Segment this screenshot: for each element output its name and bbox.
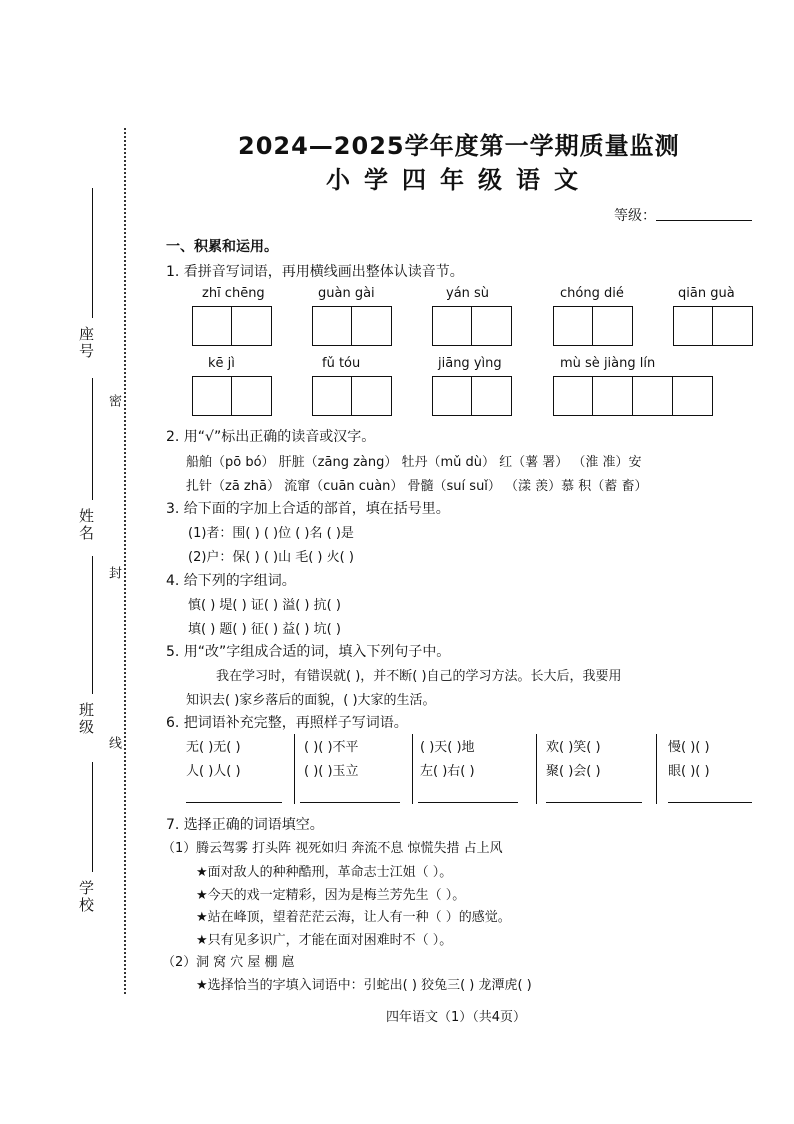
q6-divider-2: [412, 734, 413, 804]
seal-feng: 封: [106, 566, 121, 581]
q3-line-1: (1)者：围( ) ( )位 ( )名 ( )是: [188, 526, 354, 541]
answer-box-7[interactable]: [312, 376, 392, 416]
name-line: [92, 378, 93, 500]
q7-part1-label: （1）: [162, 841, 197, 856]
q6-divider-3: [536, 734, 537, 804]
seat-line: [92, 188, 93, 318]
q1-prompt: 1. 看拼音写词语，再用横线画出整体认读音节。: [166, 264, 464, 280]
q2-line-2: 扎针（zā zhā） 流窜（cuān cuàn） 骨髓（suí suǐ） （漾 羡）慕 积（蓄 畜）: [186, 479, 648, 494]
q7-sentence-2: ★今天的戏一定精彩，因为是梅兰芳先生（ ）。: [196, 888, 466, 903]
q5-line-1: 我在学习时，有错误就( )，并不断( )自己的学习方法。长大后，我要用: [216, 669, 622, 684]
q6-col1-b: 人( )人( ): [186, 764, 241, 779]
pinyin-4: chóng dié: [560, 286, 624, 301]
q5-line-2: 知识去( )家乡落后的面貌，( )大家的生活。: [186, 693, 436, 708]
grade-label: 等级：: [614, 208, 656, 224]
q6-col5-b: 眼( )( ): [668, 764, 710, 779]
school-line: [92, 762, 93, 872]
q6-col4-blank[interactable]: [546, 802, 642, 803]
page-title: 2024—2025学年度第一学期质量监测: [238, 132, 680, 160]
q7-prompt: 7. 选择正确的词语填空。: [166, 817, 324, 833]
pinyin-2: guàn gài: [318, 286, 375, 301]
q4-line-1: 慎( ) 堤( ) 证( ) 溢( ) 抗( ): [188, 598, 341, 613]
name-label: 姓名: [77, 508, 95, 542]
page-footer: 四年语文（1）（共4页）: [386, 1010, 527, 1025]
answer-box-1[interactable]: [192, 306, 272, 346]
q3-line-2: (2)户：保( ) ( )山 毛( ) 火( ): [188, 550, 354, 565]
q6-col1-blank[interactable]: [186, 802, 282, 803]
pinyin-1: zhī chēng: [202, 286, 265, 301]
q4-prompt: 4. 给下列的字组词。: [166, 573, 296, 589]
pinyin-9: mù sè jiàng lín: [560, 356, 656, 371]
binding-line: [124, 128, 126, 994]
class-label: 班级: [77, 702, 95, 736]
grade-blank[interactable]: [656, 220, 752, 221]
q6-divider-1: [294, 734, 295, 804]
answer-box-5[interactable]: [673, 306, 753, 346]
pinyin-6: kē jì: [208, 356, 235, 371]
q7-sentence-3: ★站在峰顶，望着茫茫云海，让人有一种（ ）的感觉。: [196, 910, 511, 925]
section-title: 一、积累和运用。: [166, 239, 278, 255]
seat-label: 座号: [77, 326, 95, 360]
answer-box-9[interactable]: [553, 376, 713, 416]
q4-line-2: 填( ) 题( ) 征( ) 益( ) 坑( ): [188, 622, 341, 637]
q6-col5-a: 慢( )( ): [668, 740, 710, 755]
q3-prompt: 3. 给下面的字加上合适的部首，填在括号里。: [166, 501, 450, 517]
seal-xian: 线: [106, 736, 121, 751]
pinyin-8: jiāng yìng: [438, 356, 502, 371]
q5-prompt: 5. 用“改”字组成合适的词，填入下列句子中。: [166, 644, 451, 660]
q7-part2-label: （2）: [162, 955, 197, 970]
page-subtitle: 小学四年级语文: [326, 166, 592, 194]
q6-col3-blank[interactable]: [418, 802, 518, 803]
q6-col3-a: ( )天( )地: [420, 740, 475, 755]
answer-box-8[interactable]: [432, 376, 512, 416]
q6-col4-a: 欢( )笑( ): [546, 740, 601, 755]
pinyin-7: fǔ tóu: [322, 356, 361, 371]
seal-mi: 密: [106, 394, 121, 409]
q6-col5-blank[interactable]: [668, 802, 752, 803]
answer-box-4[interactable]: [553, 306, 633, 346]
q7-part2-words: 洞 窝 穴 屋 棚 扈: [196, 955, 295, 970]
q6-col2-blank[interactable]: [300, 802, 400, 803]
q7-part1-words: 腾云驾雾 打头阵 视死如归 奔流不息 惊慌失措 占上风: [196, 841, 503, 856]
answer-box-2[interactable]: [312, 306, 392, 346]
q6-prompt: 6. 把词语补充完整，再照样子写词语。: [166, 715, 408, 731]
q7-sentence-4: ★只有见多识广，才能在面对困难时不（ ）。: [196, 933, 453, 948]
q2-prompt: 2. 用“√”标出正确的读音或汉字。: [166, 429, 376, 445]
q6-col4-b: 聚( )会( ): [546, 764, 601, 779]
q6-col1-a: 无( )无( ): [186, 740, 241, 755]
pinyin-3: yán sù: [446, 286, 490, 301]
answer-box-6[interactable]: [192, 376, 272, 416]
school-label: 学校: [77, 880, 95, 914]
q7-sentence-5: ★选择恰当的字填入词语中：引蛇出( ) 狡兔三( ) 龙潭虎( ): [196, 978, 532, 993]
q2-line-1: 船舶（pō bó） 肝脏（zāng zàng） 牡丹（mǔ dù） 红（薯 署） （淮 准）安: [186, 455, 642, 470]
q6-divider-4: [656, 734, 657, 804]
q6-col2-b: ( )( )玉立: [304, 764, 359, 779]
answer-box-3[interactable]: [432, 306, 512, 346]
pinyin-5: qiān guà: [678, 286, 735, 301]
q6-col3-b: 左( )右( ): [420, 764, 475, 779]
q6-col2-a: ( )( )不平: [304, 740, 359, 755]
class-line: [92, 556, 93, 694]
q7-sentence-1: ★面对敌人的种种酷刑，革命志士江姐（ ）。: [196, 865, 453, 880]
